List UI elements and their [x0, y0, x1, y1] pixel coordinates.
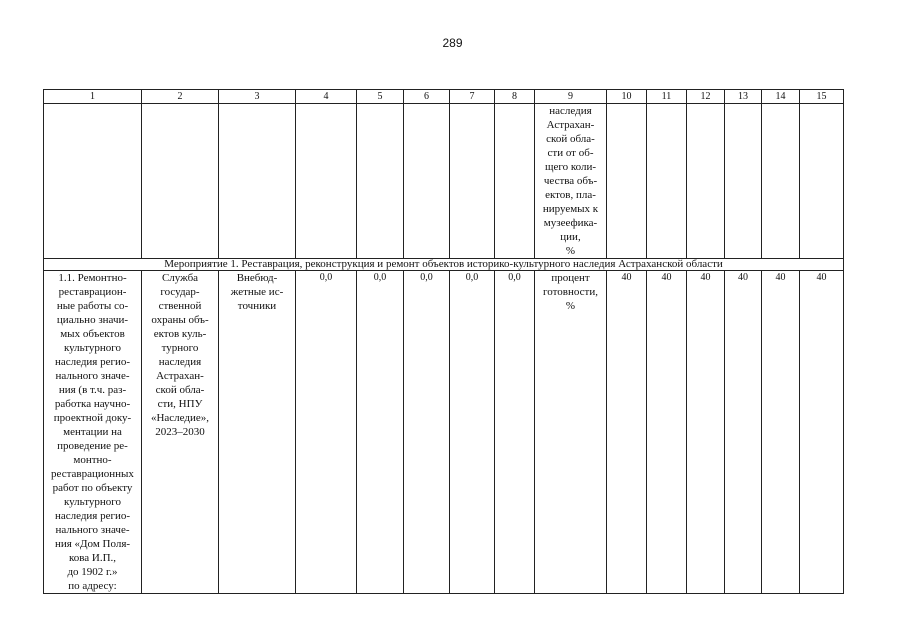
- table-cell: [44, 104, 142, 259]
- funding-cell: 0,0: [404, 271, 450, 594]
- value-cell: 40: [762, 271, 800, 594]
- table-cell: [142, 104, 219, 259]
- table-cell: [607, 104, 647, 259]
- funding-cell: 0,0: [357, 271, 404, 594]
- value-cell: 40: [800, 271, 844, 594]
- table-cell: [687, 104, 725, 259]
- funding-cell: 0,0: [450, 271, 495, 594]
- event-row: [44, 259, 844, 271]
- indicator-continuation-cell: наследия Астрахан- ской обла- сти от об- щего коли- чества объ- ектов, пла- нируемых к музеефика- ции, %: [535, 104, 607, 259]
- continuation-row: [44, 104, 844, 259]
- table-cell: [296, 104, 357, 259]
- header-cell: 15: [800, 90, 844, 104]
- table-cell: [800, 104, 844, 259]
- table-cell: [404, 104, 450, 259]
- header-cell: 4: [296, 90, 357, 104]
- header-cell: 8: [495, 90, 535, 104]
- table-cell: [725, 104, 762, 259]
- header-cell: 9: [535, 90, 607, 104]
- header-row: [44, 90, 844, 104]
- header-cell: 12: [687, 90, 725, 104]
- table-row: [44, 271, 844, 594]
- table-cell: [357, 104, 404, 259]
- page-number: 289: [442, 36, 463, 50]
- event-title: Мероприятие 1. Реставрация, реконструкция и ремонт объектов историко-культурного наследия Астраханской области: [44, 259, 844, 271]
- value-cell: 40: [647, 271, 687, 594]
- funding-cell: 0,0: [495, 271, 535, 594]
- header-cell: 2: [142, 90, 219, 104]
- header-cell: 14: [762, 90, 800, 104]
- activity-name-cell: 1.1. Ремонтно- реставрацион- ные работы со- циально значи- мых объектов культурного наследия регио- нального значе- ния (в т.ч. раз- работка научно- проектной доку- ментации на проведение ре- монтно- реставрационных работ по объекту культурного наследия регио- нального значе- ния «Дом Поля- кова И.П., до 1902 г.» по адресу:: [44, 271, 142, 594]
- table-cell: [762, 104, 800, 259]
- header-cell: 5: [357, 90, 404, 104]
- value-cell: 40: [725, 271, 762, 594]
- header-cell: 7: [450, 90, 495, 104]
- value-cell: 40: [607, 271, 647, 594]
- header-cell: 3: [219, 90, 296, 104]
- program-table: [43, 89, 844, 594]
- header-cell: 6: [404, 90, 450, 104]
- header-cell: 11: [647, 90, 687, 104]
- executor-cell: Служба государ- ственной охраны объ- ектов куль- турного наследия Астрахан- ской обла- сти, НПУ «Наследие», 2023–2030: [142, 271, 219, 594]
- header-cell: 13: [725, 90, 762, 104]
- table-cell: [647, 104, 687, 259]
- value-cell: 40: [687, 271, 725, 594]
- table-cell: [495, 104, 535, 259]
- table-cell: [450, 104, 495, 259]
- table-cell: [219, 104, 296, 259]
- indicator-cell: процент готовности, %: [535, 271, 607, 594]
- funding-cell: 0,0: [296, 271, 357, 594]
- header-cell: 1: [44, 90, 142, 104]
- header-cell: 10: [607, 90, 647, 104]
- funding-source-cell: Внебюд- жетные ис- точники: [219, 271, 296, 594]
